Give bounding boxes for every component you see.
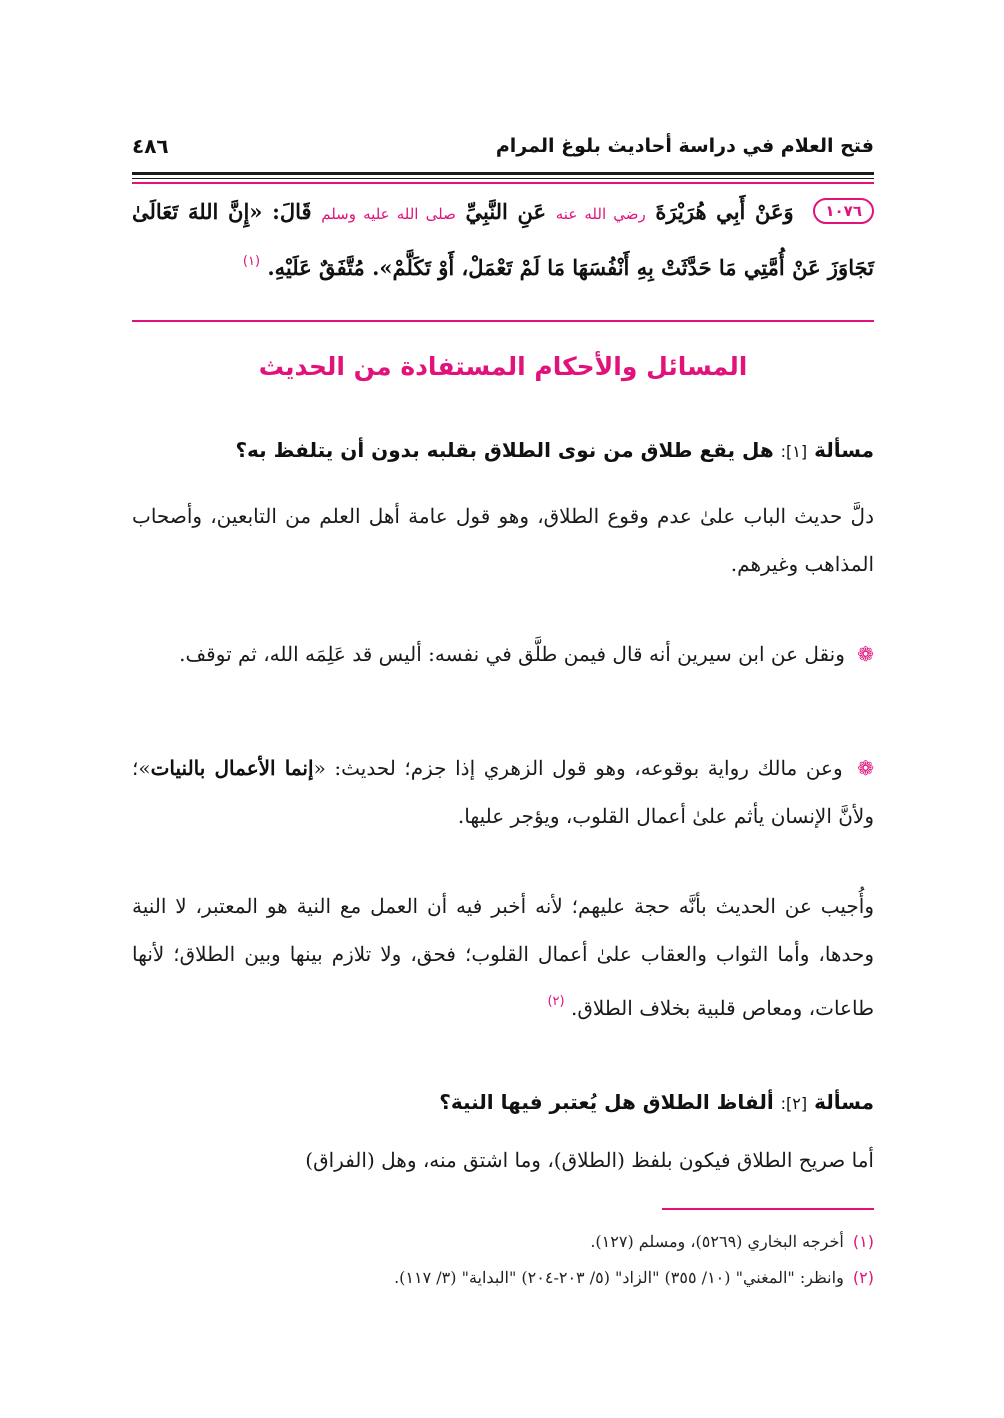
page-number: ٤٨٦ [132,134,169,158]
prophet-honorific: صلى الله عليه وسلم [321,205,456,223]
paragraph-5 [132,1136,874,1184]
header-rule-accent [132,182,874,184]
footnote-2-text: وانظر: "المغني" (١٠/ ٣٥٥) "الزاد" (٥/ ٢٠٣-٢٠٤) "البداية" (٣/ ١١٧). [394,1268,844,1287]
hadith-intro: وَعَنْ أَبِي هُرَيْرَةَ [655,199,794,224]
paragraph-4-text: وأُجيب عن الحديث بأنَّه حجة عليهم؛ لأنه أخبر فيه أن العمل مع النية هو المعتبر، لا النية وحدها، وأما الثواب والعقاب علىٰ أعمال القلوب؛ فحق، ولا تلازم بينها وبين الطلاق؛ لأنها طاعات، ومعاص قلبية بخلاف الطلاق. [132,894,874,1020]
header-rule-thick [132,172,874,175]
hadith-quote: «إِنَّ اللهَ تَعَالَىٰ تَجَاوَزَ عَنْ أُمَّتِي مَا حَدَّثَتْ بِهِ أَنْفُسَهَا مَا لَمْ تَعْمَلْ، أَوْ تَكَلَّمْ». [132,199,874,280]
footnote-1-number: (١) [852,1232,874,1251]
hadith-number-badge: ١٠٧٦ [813,198,874,224]
footnote-1-text: أخرجه البخاري (٥٢٦٩)، ومسلم (١٢٧). [590,1232,844,1251]
paragraph-1 [132,492,874,588]
paragraph-5-text: أما صريح الطلاق فيكون بلفظ (الطلاق)، وما اشتق منه، وهل (الفراق) [305,1148,874,1172]
footnote-2 [132,1268,874,1287]
running-header [132,128,874,164]
hadith-bottom-rule [132,320,874,322]
paragraph-3 [132,744,874,840]
hadith-text-block [132,188,874,292]
paragraph-2-text: ونقل عن ابن سيرين أنه قال فيمن طلَّق في نفسه: أليس قد عَلِمَه الله، ثم توقف. [179,642,845,666]
paragraph-2 [132,630,874,678]
issue-1-marker: [١]: [780,442,808,461]
paragraph-3-end: »؛ ولأنَّ الإنسان يأثم علىٰ أعمال القلوب، ويؤجر عليها. [132,756,874,828]
issue-1-label: مسألة [814,438,874,462]
paragraph-1-text: دلَّ حديث الباب علىٰ عدم وقوع الطلاق، وهو قول عامة أهل العلم من التابعين، وأصحاب المذاهب وغيرهم. [132,504,874,576]
hadith-narrated-from: عَنِ النَّبِيِّ [465,199,547,224]
paragraph-3-start: وعن مالك رواية بوقوعه، وهو قول الزهري إذا جزم؛ لحديث: « [313,756,843,780]
issue-2-marker: [٢]: [780,1094,808,1113]
section-heading: المسائل والأحكام المستفادة من الحديث [258,352,748,381]
flower-ornament-icon: ❁ [857,642,874,666]
issue-2-heading [132,1090,874,1114]
issue-1-question: هل يقع طلاق من نوى الطلاق بقلبه بدون أن يتلفظ به؟ [235,438,774,462]
issue-2-question: ألفاظ الطلاق هل يُعتبر فيها النية؟ [439,1090,774,1114]
hadith-grading: مُتَّفَقٌ عَلَيْهِ. [267,255,365,280]
footnote-separator [662,1208,874,1210]
book-title: فتح العلام في دراسة أحاديث بلوغ المرام [495,135,874,157]
flower-ornament-icon: ❁ [857,756,874,780]
header-rule-thin [132,178,874,179]
paragraph-3-hadith-quote: إنما الأعمال بالنيات [150,756,314,780]
issue-1-heading [132,438,874,462]
hadith-said: قَالَ: [272,199,312,224]
footnote-ref-1[interactable]: (١) [242,254,261,269]
companion-honorific: رضي الله عنه [555,205,646,223]
issue-2-label: مسألة [814,1090,874,1114]
footnote-1 [132,1232,874,1251]
footnote-2-number: (٢) [852,1268,874,1287]
paragraph-4 [132,882,874,1032]
footnote-ref-2[interactable]: (٢) [547,994,565,1009]
